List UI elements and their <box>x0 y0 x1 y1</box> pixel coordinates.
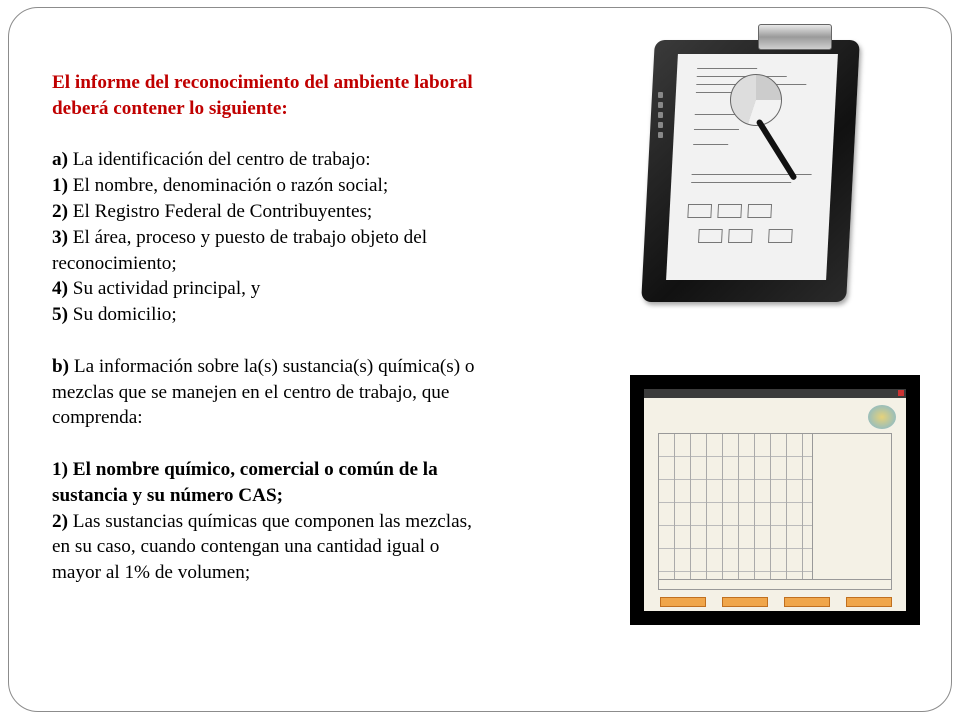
digital-notepad-image <box>640 22 870 307</box>
section-b-line-1: b) La información sobre la(s) sustancia(s) química(s) o <box>52 355 475 377</box>
section-a-item-2: 2) El Registro Federal de Contribuyentes; <box>52 200 373 222</box>
heading-line-2: deberá contener lo siguiente: <box>52 97 288 119</box>
section-a-item-3-cont: reconocimiento; <box>52 252 177 274</box>
section-b-item-1-line-2: sustancia y su número CAS; <box>52 484 283 506</box>
monitoring-form-screen-image <box>630 375 920 625</box>
section-b-item-1-line-1: 1) El nombre químico, comercial o común de la <box>52 458 438 480</box>
pie-sketch <box>730 74 782 126</box>
section-b-line-2: mezclas que se manejen en el centro de trabajo, que <box>52 381 450 403</box>
slide-text <box>52 70 597 586</box>
section-a-item-5: 5) Su domicilio; <box>52 304 177 326</box>
section-b-item-2-line-3: mayor al 1% de volumen; <box>52 562 251 584</box>
section-a-item-3: 3) El área, proceso y puesto de trabajo objeto del <box>52 226 428 248</box>
form-grid <box>658 433 892 590</box>
section-b-item-2-line-2: en su caso, cuando contengan una cantidad igual o <box>52 536 440 558</box>
heading-line-1: El informe del reconocimiento del ambiente laboral <box>52 72 473 93</box>
section-b-line-3: comprenda: <box>52 407 143 429</box>
section-a-title: a) La identificación del centro de trabajo: <box>52 149 371 171</box>
logo-icon <box>868 405 896 429</box>
section-b-item-2-line-1: 2) Las sustancias químicas que componen las mezclas, <box>52 510 472 532</box>
section-a-item-1: 1) El nombre, denominación o razón social; <box>52 175 389 197</box>
clip-icon <box>758 24 832 50</box>
section-a-item-4: 4) Su actividad principal, y <box>52 278 261 300</box>
